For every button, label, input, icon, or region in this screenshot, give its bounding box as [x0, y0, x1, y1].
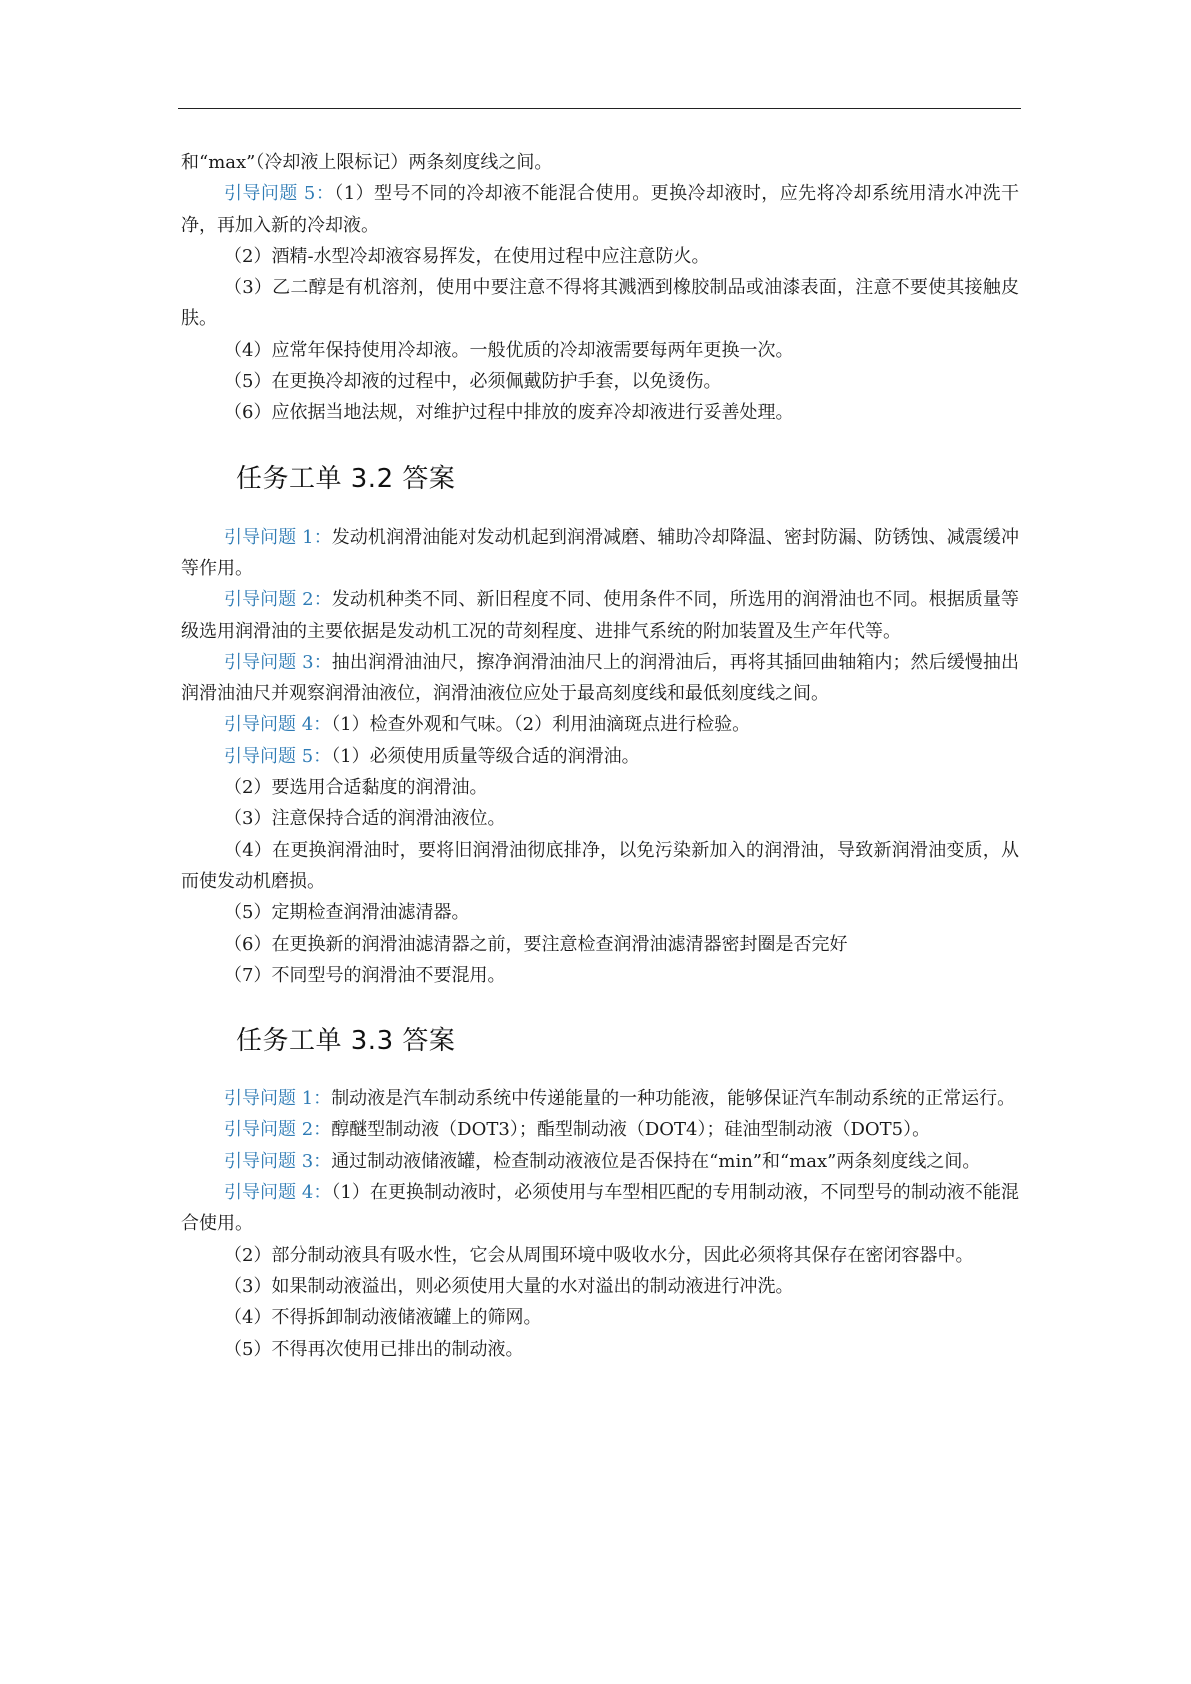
paragraph-text: 制动液是汽车制动系统中传递能量的一种功能液，能够保证汽车制动系统的正常运行。	[331, 1088, 1016, 1110]
lead-label: 引导问题 5：	[224, 745, 332, 767]
lead-label: 引导问题 2：	[224, 1119, 332, 1141]
paragraph-text: （2）部分制动液具有吸水性，它会从周围环境中吸收水分，因此必须将其保存在密闭容器中。	[224, 1244, 974, 1266]
paragraph-text: （3）如果制动液溢出，则必须使用大量的水对溢出的制动液进行冲洗。	[224, 1275, 794, 1297]
section-3-2	[181, 522, 1019, 991]
paragraph-text: （2）酒精-水型冷却液容易挥发，在使用过程中应注意防火。	[224, 245, 710, 267]
paragraph	[181, 1146, 1019, 1177]
paragraph	[181, 709, 1019, 740]
paragraph	[181, 366, 1019, 397]
paragraph-text: （2）要选用合适黏度的润滑油。	[224, 777, 488, 799]
paragraph-text: （1）检查外观和气味。（2）利用油滴斑点进行检验。	[331, 714, 751, 736]
paragraph-text: （4）应常年保持使用冷却液。一般优质的冷却液需要每两年更换一次。	[224, 339, 794, 361]
document-body	[181, 147, 1019, 1365]
paragraph	[181, 835, 1019, 898]
lead-label: 引导问题 4：	[224, 714, 332, 736]
paragraph	[181, 522, 1019, 585]
paragraph	[181, 929, 1019, 960]
paragraph	[181, 335, 1019, 366]
paragraph	[181, 647, 1019, 710]
paragraph-text: 通过制动液储液罐，检查制动液液位是否保持在“min”和“max”两条刻度线之间。	[331, 1150, 981, 1172]
paragraph	[181, 1334, 1019, 1365]
paragraph	[181, 1240, 1019, 1271]
paragraph	[181, 1302, 1019, 1333]
paragraph	[181, 147, 1019, 178]
lead-label: 引导问题 1：	[224, 526, 332, 548]
paragraph-text: （3）注意保持合适的润滑油液位。	[224, 808, 506, 830]
paragraph	[181, 178, 1019, 241]
paragraph-text: （5）定期检查润滑油滤清器。	[224, 902, 470, 924]
paragraph	[181, 1114, 1019, 1145]
paragraph	[181, 272, 1019, 335]
lead-label: 引导问题 2：	[224, 589, 332, 611]
paragraph-text: （4）在更换润滑油时，要将旧润滑油彻底排净，以免污染新加入的润滑油，导致新润滑油变质，从而使发动机磨损。	[181, 839, 1019, 892]
paragraph-text: （1）必须使用质量等级合适的润滑油。	[331, 745, 640, 767]
lead-label: 引导问题 5：	[224, 183, 335, 205]
paragraph	[181, 772, 1019, 803]
paragraph-text: （4）不得拆卸制动液储液罐上的筛网。	[224, 1307, 542, 1329]
paragraph	[181, 803, 1019, 834]
paragraph-text: 抽出润滑油油尺，擦净润滑油油尺上的润滑油后，再将其插回曲轴箱内；然后缓慢抽出润滑油油尺并观察润滑油液位，润滑油液位应处于最高刻度线和最低刻度线之间。	[181, 651, 1019, 705]
section-3-3	[181, 1083, 1019, 1365]
paragraph-text: （1）在更换制动液时，必须使用与车型相匹配的专用制动液，不同型号的制动液不能混合使用。	[181, 1182, 1019, 1235]
header-rule	[178, 108, 1021, 109]
paragraph-text: （6）应依据当地法规，对维护过程中排放的废弃冷却液进行妥善处理。	[224, 402, 794, 424]
paragraph-text: 发动机润滑油能对发动机起到润滑减磨、辅助冷却降温、密封防漏、防锈蚀、减震缓冲等作用。	[181, 526, 1019, 579]
paragraph	[181, 960, 1019, 991]
paragraph-text: （5）不得再次使用已排出的制动液。	[224, 1338, 524, 1360]
lead-label: 引导问题 3：	[224, 1150, 332, 1172]
paragraph	[181, 1177, 1019, 1240]
paragraph	[181, 1271, 1019, 1302]
section-title-3-3: 任务工单 3.3 答案	[236, 1026, 456, 1057]
paragraph	[181, 397, 1019, 428]
paragraph-text: 和“max”（冷却液上限标记）两条刻度线之间。	[181, 152, 553, 173]
paragraph-text: （3）乙二醇是有机溶剂，使用中要注意不得将其溅洒到橡胶制品或油漆表面，注意不要使其接触皮肤。	[181, 277, 1019, 330]
paragraph-text: （5）在更换冷却液的过程中，必须佩戴防护手套，以免烫伤。	[224, 371, 722, 393]
paragraph	[181, 241, 1019, 272]
paragraph	[181, 897, 1019, 928]
paragraph-text: 发动机种类不同、新旧程度不同、使用条件不同，所选用的润滑油也不同。根据质量等级选用润滑油的主要依据是发动机工况的苛刻程度、进排气系统的附加装置及生产年代等。	[181, 589, 1019, 642]
section-title-3-2: 任务工单 3.2 答案	[236, 463, 456, 494]
paragraph	[181, 741, 1019, 772]
paragraph-text: 醇醚型制动液（DOT3）；酯型制动液（DOT4）；硅油型制动液（DOT5）。	[331, 1119, 931, 1141]
lead-label: 引导问题 1：	[224, 1088, 332, 1110]
lead-label: 引导问题 3：	[224, 651, 332, 673]
lead-label: 引导问题 4：	[224, 1182, 332, 1204]
paragraph-text: （6）在更换新的润滑油滤清器之前，要注意检查润滑油滤清器密封圈是否完好	[224, 933, 848, 955]
section-coolant-continued	[181, 147, 1019, 429]
paragraph	[181, 584, 1019, 647]
paragraph-text: （7）不同型号的润滑油不要混用。	[224, 964, 506, 986]
paragraph	[181, 1083, 1019, 1114]
paragraph-text: （1）型号不同的冷却液不能混合使用。更换冷却液时，应先将冷却系统用清水冲洗干净，再加入新的冷却液。	[181, 183, 1019, 236]
